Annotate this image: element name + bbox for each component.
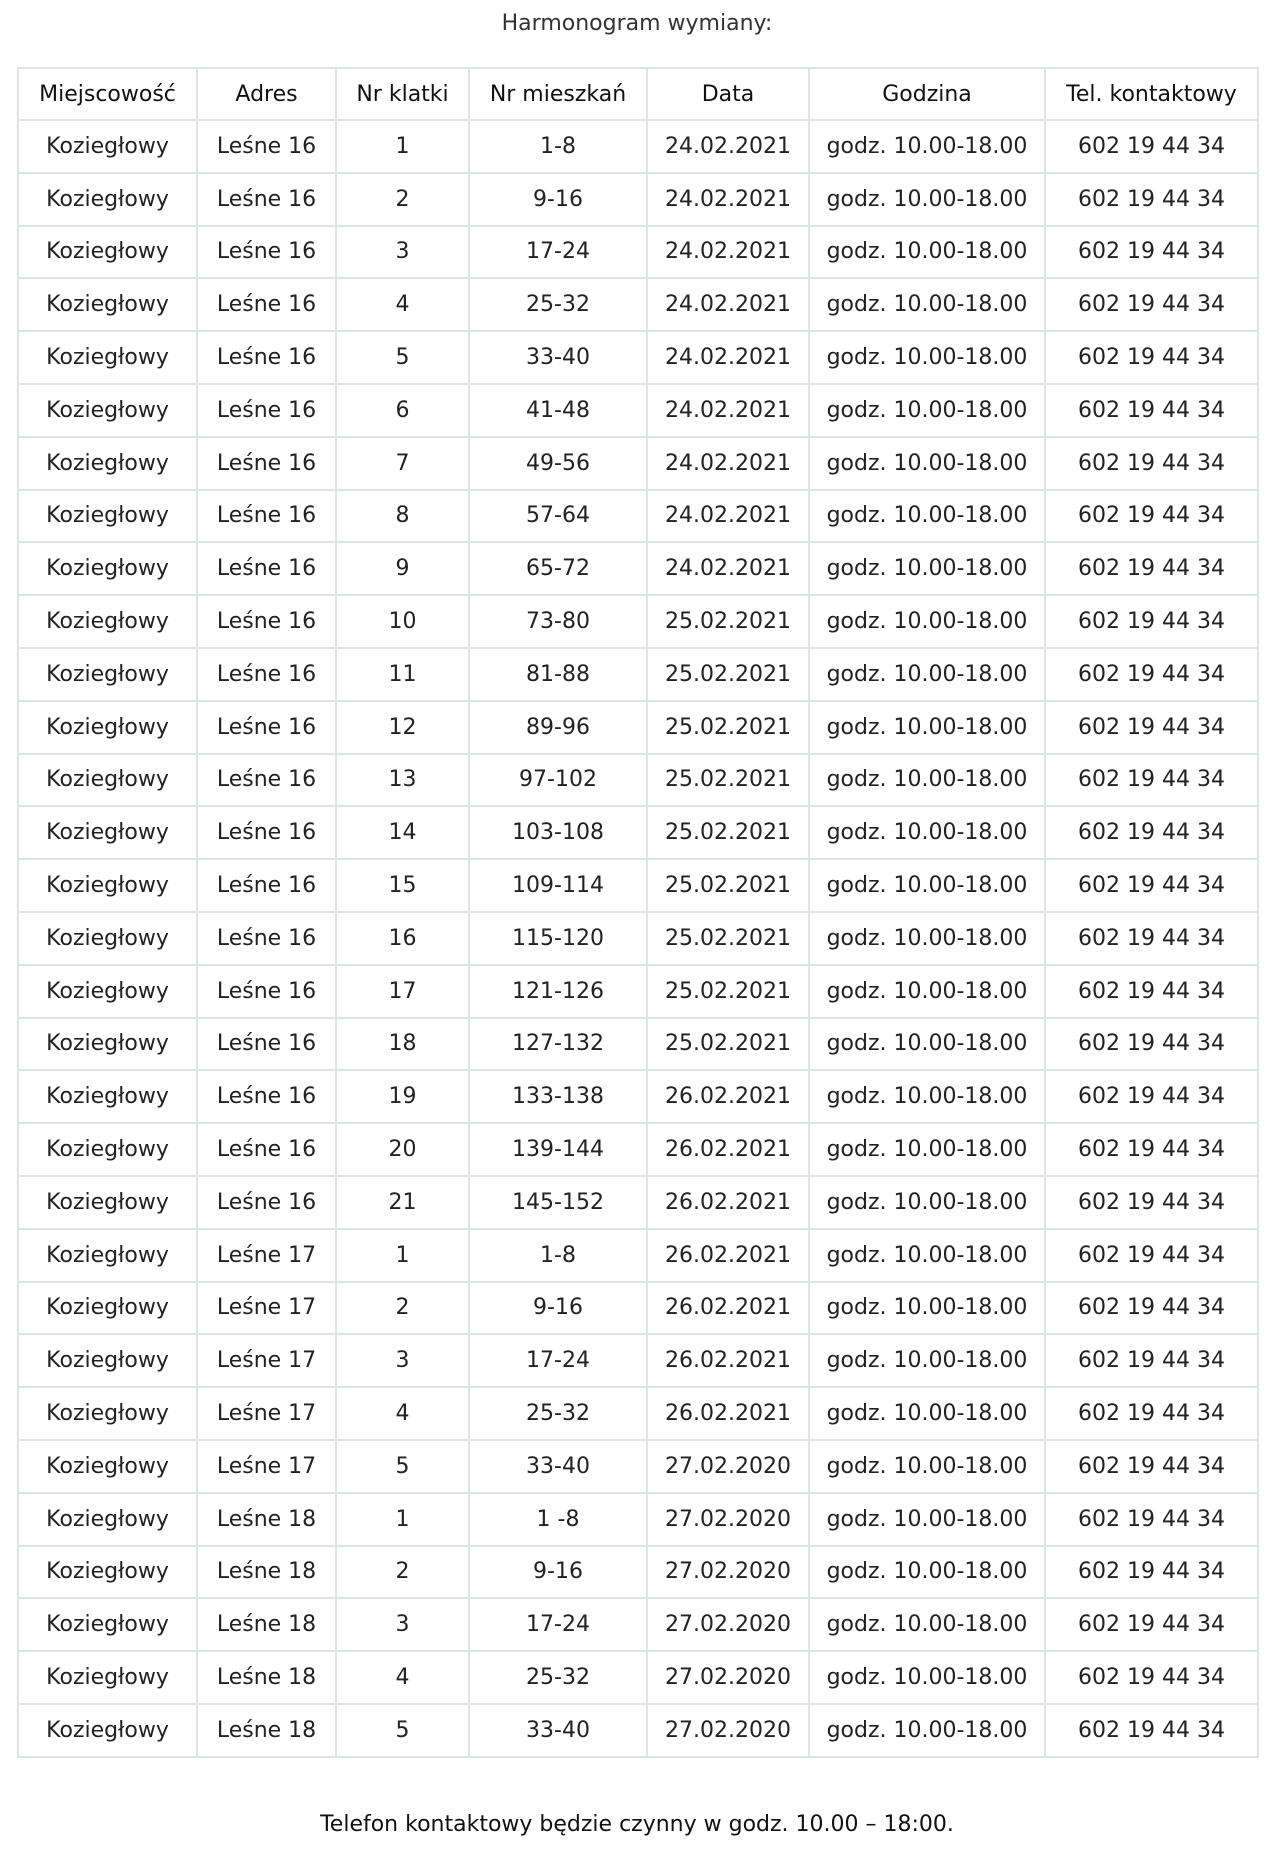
table-cell-address: Leśne 17 <box>197 1282 336 1335</box>
table-cell-date: 27.02.2020 <box>647 1493 809 1546</box>
table-cell-phone: 602 19 44 34 <box>1045 1018 1258 1071</box>
table-cell-phone: 602 19 44 34 <box>1045 1493 1258 1546</box>
table-cell-apartments: 121-126 <box>469 965 647 1018</box>
table-cell-date: 27.02.2020 <box>647 1546 809 1599</box>
table-cell-date: 25.02.2021 <box>647 965 809 1018</box>
table-cell-phone: 602 19 44 34 <box>1045 701 1258 754</box>
table-cell-city: Koziegłowy <box>18 1546 197 1599</box>
table-cell-hours: godz. 10.00-18.00 <box>809 120 1045 173</box>
table-cell-date: 25.02.2021 <box>647 595 809 648</box>
table-cell-phone: 602 19 44 34 <box>1045 965 1258 1018</box>
table-cell-date: 26.02.2021 <box>647 1229 809 1282</box>
table-row <box>18 278 1258 331</box>
table-cell-city: Koziegłowy <box>18 542 197 595</box>
footer-note: Telefon kontaktowy będzie czynny w godz. 10.00 – 18:00. <box>320 1812 954 1837</box>
table-cell-apartments: 25-32 <box>469 278 647 331</box>
table-row <box>18 1334 1258 1387</box>
page-title: Harmonogram wymiany: <box>501 11 773 36</box>
table-cell-apartments: 33-40 <box>469 331 647 384</box>
table-cell-date: 26.02.2021 <box>647 1334 809 1387</box>
table-cell-hours: godz. 10.00-18.00 <box>809 1018 1045 1071</box>
table-cell-phone: 602 19 44 34 <box>1045 1334 1258 1387</box>
table-row <box>18 384 1258 437</box>
column-header-city: Miejscowość <box>18 68 197 120</box>
table-cell-city: Koziegłowy <box>18 1598 197 1651</box>
table-cell-address: Leśne 16 <box>197 701 336 754</box>
column-header-staircase: Nr klatki <box>336 68 469 120</box>
table-cell-hours: godz. 10.00-18.00 <box>809 912 1045 965</box>
table-cell-hours: godz. 10.00-18.00 <box>809 331 1045 384</box>
table-row <box>18 1123 1258 1176</box>
table-cell-address: Leśne 18 <box>197 1546 336 1599</box>
table-row <box>18 120 1258 173</box>
table-cell-city: Koziegłowy <box>18 965 197 1018</box>
table-cell-date: 26.02.2021 <box>647 1176 809 1229</box>
table-cell-apartments: 103-108 <box>469 806 647 859</box>
table-cell-staircase: 4 <box>336 1651 469 1704</box>
column-header-hours: Godzina <box>809 68 1045 120</box>
table-cell-phone: 602 19 44 34 <box>1045 331 1258 384</box>
table-row <box>18 1598 1258 1651</box>
table-row <box>18 859 1258 912</box>
table-cell-apartments: 139-144 <box>469 1123 647 1176</box>
table-cell-date: 25.02.2021 <box>647 806 809 859</box>
table-cell-phone: 602 19 44 34 <box>1045 278 1258 331</box>
table-row <box>18 1546 1258 1599</box>
table-cell-hours: godz. 10.00-18.00 <box>809 1651 1045 1704</box>
table-cell-date: 26.02.2021 <box>647 1123 809 1176</box>
table-cell-hours: godz. 10.00-18.00 <box>809 226 1045 279</box>
table-cell-hours: godz. 10.00-18.00 <box>809 701 1045 754</box>
table-cell-apartments: 127-132 <box>469 1018 647 1071</box>
table-cell-date: 27.02.2020 <box>647 1440 809 1493</box>
table-cell-staircase: 5 <box>336 1440 469 1493</box>
table-cell-address: Leśne 16 <box>197 173 336 226</box>
table-cell-apartments: 145-152 <box>469 1176 647 1229</box>
table-cell-city: Koziegłowy <box>18 1334 197 1387</box>
table-cell-hours: godz. 10.00-18.00 <box>809 806 1045 859</box>
table-cell-staircase: 5 <box>336 1704 469 1757</box>
table-cell-apartments: 33-40 <box>469 1704 647 1757</box>
table-cell-apartments: 1-8 <box>469 1229 647 1282</box>
table-cell-address: Leśne 16 <box>197 754 336 807</box>
table-cell-staircase: 1 <box>336 120 469 173</box>
table-cell-hours: godz. 10.00-18.00 <box>809 542 1045 595</box>
table-row <box>18 1440 1258 1493</box>
table-cell-address: Leśne 16 <box>197 226 336 279</box>
table-cell-hours: godz. 10.00-18.00 <box>809 965 1045 1018</box>
table-cell-staircase: 6 <box>336 384 469 437</box>
schedule-table <box>17 67 1259 1758</box>
table-cell-address: Leśne 16 <box>197 859 336 912</box>
table-cell-date: 25.02.2021 <box>647 859 809 912</box>
table-header-row <box>18 68 1258 120</box>
table-cell-city: Koziegłowy <box>18 701 197 754</box>
table-cell-staircase: 20 <box>336 1123 469 1176</box>
table-cell-date: 24.02.2021 <box>647 173 809 226</box>
table-cell-staircase: 9 <box>336 542 469 595</box>
table-cell-hours: godz. 10.00-18.00 <box>809 437 1045 490</box>
table-cell-city: Koziegłowy <box>18 490 197 543</box>
table-cell-staircase: 17 <box>336 965 469 1018</box>
table-cell-apartments: 89-96 <box>469 701 647 754</box>
table-cell-staircase: 4 <box>336 1387 469 1440</box>
table-cell-address: Leśne 16 <box>197 1123 336 1176</box>
table-cell-address: Leśne 16 <box>197 806 336 859</box>
table-cell-address: Leśne 16 <box>197 490 336 543</box>
table-row <box>18 648 1258 701</box>
table-cell-phone: 602 19 44 34 <box>1045 1598 1258 1651</box>
table-cell-staircase: 19 <box>336 1070 469 1123</box>
table-cell-address: Leśne 17 <box>197 1440 336 1493</box>
table-cell-address: Leśne 16 <box>197 648 336 701</box>
table-cell-address: Leśne 16 <box>197 384 336 437</box>
table-cell-city: Koziegłowy <box>18 331 197 384</box>
table-cell-address: Leśne 18 <box>197 1704 336 1757</box>
table-cell-phone: 602 19 44 34 <box>1045 226 1258 279</box>
table-cell-staircase: 5 <box>336 331 469 384</box>
table-cell-address: Leśne 16 <box>197 437 336 490</box>
table-cell-city: Koziegłowy <box>18 595 197 648</box>
table-cell-date: 25.02.2021 <box>647 701 809 754</box>
table-cell-address: Leśne 18 <box>197 1493 336 1546</box>
table-cell-apartments: 57-64 <box>469 490 647 543</box>
table-row <box>18 331 1258 384</box>
table-cell-phone: 602 19 44 34 <box>1045 384 1258 437</box>
table-cell-staircase: 12 <box>336 701 469 754</box>
table-cell-hours: godz. 10.00-18.00 <box>809 490 1045 543</box>
table-row <box>18 542 1258 595</box>
table-cell-phone: 602 19 44 34 <box>1045 1387 1258 1440</box>
table-cell-staircase: 8 <box>336 490 469 543</box>
table-cell-phone: 602 19 44 34 <box>1045 859 1258 912</box>
table-cell-date: 24.02.2021 <box>647 278 809 331</box>
table-cell-city: Koziegłowy <box>18 1651 197 1704</box>
table-cell-phone: 602 19 44 34 <box>1045 1546 1258 1599</box>
table-row <box>18 1493 1258 1546</box>
table-cell-hours: godz. 10.00-18.00 <box>809 1229 1045 1282</box>
table-cell-apartments: 97-102 <box>469 754 647 807</box>
table-cell-apartments: 17-24 <box>469 1334 647 1387</box>
table-cell-city: Koziegłowy <box>18 859 197 912</box>
table-cell-date: 26.02.2021 <box>647 1282 809 1335</box>
table-cell-address: Leśne 17 <box>197 1229 336 1282</box>
table-cell-staircase: 2 <box>336 1282 469 1335</box>
table-cell-phone: 602 19 44 34 <box>1045 173 1258 226</box>
table-row <box>18 437 1258 490</box>
table-cell-phone: 602 19 44 34 <box>1045 1123 1258 1176</box>
table-cell-apartments: 9-16 <box>469 173 647 226</box>
table-cell-hours: godz. 10.00-18.00 <box>809 648 1045 701</box>
table-cell-address: Leśne 17 <box>197 1334 336 1387</box>
table-cell-address: Leśne 16 <box>197 331 336 384</box>
table-cell-phone: 602 19 44 34 <box>1045 595 1258 648</box>
table-cell-city: Koziegłowy <box>18 912 197 965</box>
table-cell-date: 25.02.2021 <box>647 912 809 965</box>
table-cell-address: Leśne 16 <box>197 120 336 173</box>
table-cell-date: 25.02.2021 <box>647 648 809 701</box>
table-cell-staircase: 7 <box>336 437 469 490</box>
table-cell-apartments: 25-32 <box>469 1651 647 1704</box>
table-cell-city: Koziegłowy <box>18 437 197 490</box>
table-cell-address: Leśne 16 <box>197 1176 336 1229</box>
table-cell-apartments: 41-48 <box>469 384 647 437</box>
table-cell-city: Koziegłowy <box>18 1070 197 1123</box>
table-cell-phone: 602 19 44 34 <box>1045 1440 1258 1493</box>
table-row <box>18 1387 1258 1440</box>
table-row <box>18 173 1258 226</box>
table-cell-apartments: 81-88 <box>469 648 647 701</box>
table-row <box>18 595 1258 648</box>
table-cell-date: 24.02.2021 <box>647 437 809 490</box>
table-cell-phone: 602 19 44 34 <box>1045 542 1258 595</box>
table-cell-city: Koziegłowy <box>18 1387 197 1440</box>
table-row <box>18 754 1258 807</box>
column-header-address: Adres <box>197 68 336 120</box>
table-cell-date: 26.02.2021 <box>647 1070 809 1123</box>
table-cell-hours: godz. 10.00-18.00 <box>809 1704 1045 1757</box>
table-cell-staircase: 3 <box>336 1598 469 1651</box>
table-row <box>18 701 1258 754</box>
table-cell-date: 26.02.2021 <box>647 1387 809 1440</box>
table-cell-hours: godz. 10.00-18.00 <box>809 595 1045 648</box>
table-cell-address: Leśne 17 <box>197 1387 336 1440</box>
table-cell-staircase: 1 <box>336 1493 469 1546</box>
table-cell-city: Koziegłowy <box>18 754 197 807</box>
table-cell-hours: godz. 10.00-18.00 <box>809 1176 1045 1229</box>
table-cell-apartments: 65-72 <box>469 542 647 595</box>
table-cell-phone: 602 19 44 34 <box>1045 1651 1258 1704</box>
table-cell-apartments: 17-24 <box>469 226 647 279</box>
table-cell-city: Koziegłowy <box>18 806 197 859</box>
table-cell-city: Koziegłowy <box>18 648 197 701</box>
table-cell-phone: 602 19 44 34 <box>1045 490 1258 543</box>
table-cell-phone: 602 19 44 34 <box>1045 1704 1258 1757</box>
table-cell-address: Leśne 16 <box>197 542 336 595</box>
table-cell-hours: godz. 10.00-18.00 <box>809 754 1045 807</box>
table-cell-date: 24.02.2021 <box>647 490 809 543</box>
table-cell-date: 24.02.2021 <box>647 331 809 384</box>
table-cell-date: 27.02.2020 <box>647 1704 809 1757</box>
table-cell-apartments: 1-8 <box>469 120 647 173</box>
table-cell-hours: godz. 10.00-18.00 <box>809 278 1045 331</box>
table-cell-phone: 602 19 44 34 <box>1045 912 1258 965</box>
table-row <box>18 806 1258 859</box>
table-cell-apartments: 17-24 <box>469 1598 647 1651</box>
table-cell-date: 25.02.2021 <box>647 1018 809 1071</box>
table-cell-hours: godz. 10.00-18.00 <box>809 1334 1045 1387</box>
table-cell-apartments: 33-40 <box>469 1440 647 1493</box>
table-cell-phone: 602 19 44 34 <box>1045 1176 1258 1229</box>
table-row <box>18 1651 1258 1704</box>
table-cell-date: 24.02.2021 <box>647 226 809 279</box>
table-cell-hours: godz. 10.00-18.00 <box>809 859 1045 912</box>
table-cell-staircase: 21 <box>336 1176 469 1229</box>
table-cell-city: Koziegłowy <box>18 278 197 331</box>
table-cell-staircase: 3 <box>336 226 469 279</box>
table-cell-apartments: 73-80 <box>469 595 647 648</box>
table-cell-phone: 602 19 44 34 <box>1045 806 1258 859</box>
table-cell-staircase: 16 <box>336 912 469 965</box>
table-cell-city: Koziegłowy <box>18 384 197 437</box>
table-cell-phone: 602 19 44 34 <box>1045 120 1258 173</box>
table-row <box>18 1704 1258 1757</box>
table-cell-address: Leśne 16 <box>197 965 336 1018</box>
table-cell-date: 24.02.2021 <box>647 542 809 595</box>
column-header-apartments: Nr mieszkań <box>469 68 647 120</box>
table-cell-staircase: 14 <box>336 806 469 859</box>
column-header-date: Data <box>647 68 809 120</box>
table-cell-phone: 602 19 44 34 <box>1045 754 1258 807</box>
table-cell-hours: godz. 10.00-18.00 <box>809 1282 1045 1335</box>
table-cell-hours: godz. 10.00-18.00 <box>809 1387 1045 1440</box>
table-row <box>18 226 1258 279</box>
table-cell-date: 27.02.2020 <box>647 1651 809 1704</box>
table-cell-city: Koziegłowy <box>18 1229 197 1282</box>
table-cell-staircase: 13 <box>336 754 469 807</box>
table-cell-date: 27.02.2020 <box>647 1598 809 1651</box>
table-cell-staircase: 4 <box>336 278 469 331</box>
table-cell-city: Koziegłowy <box>18 1493 197 1546</box>
table-cell-city: Koziegłowy <box>18 1440 197 1493</box>
table-body <box>18 120 1258 1757</box>
table-cell-phone: 602 19 44 34 <box>1045 437 1258 490</box>
table-cell-address: Leśne 16 <box>197 1070 336 1123</box>
table-cell-apartments: 25-32 <box>469 1387 647 1440</box>
table-cell-city: Koziegłowy <box>18 1282 197 1335</box>
table-cell-staircase: 2 <box>336 173 469 226</box>
table-cell-apartments: 9-16 <box>469 1282 647 1335</box>
table-cell-city: Koziegłowy <box>18 226 197 279</box>
table-row <box>18 1229 1258 1282</box>
table-cell-staircase: 3 <box>336 1334 469 1387</box>
table-cell-address: Leśne 18 <box>197 1651 336 1704</box>
table-cell-date: 24.02.2021 <box>647 384 809 437</box>
table-row <box>18 490 1258 543</box>
table-cell-address: Leśne 16 <box>197 1018 336 1071</box>
table-cell-hours: godz. 10.00-18.00 <box>809 173 1045 226</box>
table-cell-city: Koziegłowy <box>18 1018 197 1071</box>
table-cell-hours: godz. 10.00-18.00 <box>809 1070 1045 1123</box>
table-cell-apartments: 115-120 <box>469 912 647 965</box>
table-cell-hours: godz. 10.00-18.00 <box>809 1123 1045 1176</box>
table-cell-date: 24.02.2021 <box>647 120 809 173</box>
table-row <box>18 1282 1258 1335</box>
table-cell-city: Koziegłowy <box>18 1123 197 1176</box>
table-cell-city: Koziegłowy <box>18 173 197 226</box>
table-cell-staircase: 18 <box>336 1018 469 1071</box>
table-cell-staircase: 2 <box>336 1546 469 1599</box>
table-cell-hours: godz. 10.00-18.00 <box>809 1440 1045 1493</box>
table-cell-apartments: 133-138 <box>469 1070 647 1123</box>
table-cell-apartments: 49-56 <box>469 437 647 490</box>
table-cell-address: Leśne 18 <box>197 1598 336 1651</box>
table-cell-staircase: 11 <box>336 648 469 701</box>
table-cell-staircase: 10 <box>336 595 469 648</box>
table-cell-apartments: 109-114 <box>469 859 647 912</box>
table-cell-address: Leśne 16 <box>197 912 336 965</box>
table-cell-city: Koziegłowy <box>18 1176 197 1229</box>
table-cell-phone: 602 19 44 34 <box>1045 1282 1258 1335</box>
table-row <box>18 912 1258 965</box>
table-row <box>18 1070 1258 1123</box>
table-cell-phone: 602 19 44 34 <box>1045 1070 1258 1123</box>
table-cell-city: Koziegłowy <box>18 120 197 173</box>
table-cell-hours: godz. 10.00-18.00 <box>809 384 1045 437</box>
table-cell-hours: godz. 10.00-18.00 <box>809 1598 1045 1651</box>
table-cell-phone: 602 19 44 34 <box>1045 648 1258 701</box>
table-cell-staircase: 15 <box>336 859 469 912</box>
table-cell-city: Koziegłowy <box>18 1704 197 1757</box>
table-cell-address: Leśne 16 <box>197 278 336 331</box>
column-header-phone: Tel. kontaktowy <box>1045 68 1258 120</box>
table-cell-date: 25.02.2021 <box>647 754 809 807</box>
table-cell-address: Leśne 16 <box>197 595 336 648</box>
table-cell-hours: godz. 10.00-18.00 <box>809 1546 1045 1599</box>
table-cell-apartments: 1 -8 <box>469 1493 647 1546</box>
table-cell-staircase: 1 <box>336 1229 469 1282</box>
table-cell-apartments: 9-16 <box>469 1546 647 1599</box>
table-cell-hours: godz. 10.00-18.00 <box>809 1493 1045 1546</box>
table-row <box>18 1018 1258 1071</box>
table-row <box>18 1176 1258 1229</box>
table-cell-phone: 602 19 44 34 <box>1045 1229 1258 1282</box>
table-row <box>18 965 1258 1018</box>
